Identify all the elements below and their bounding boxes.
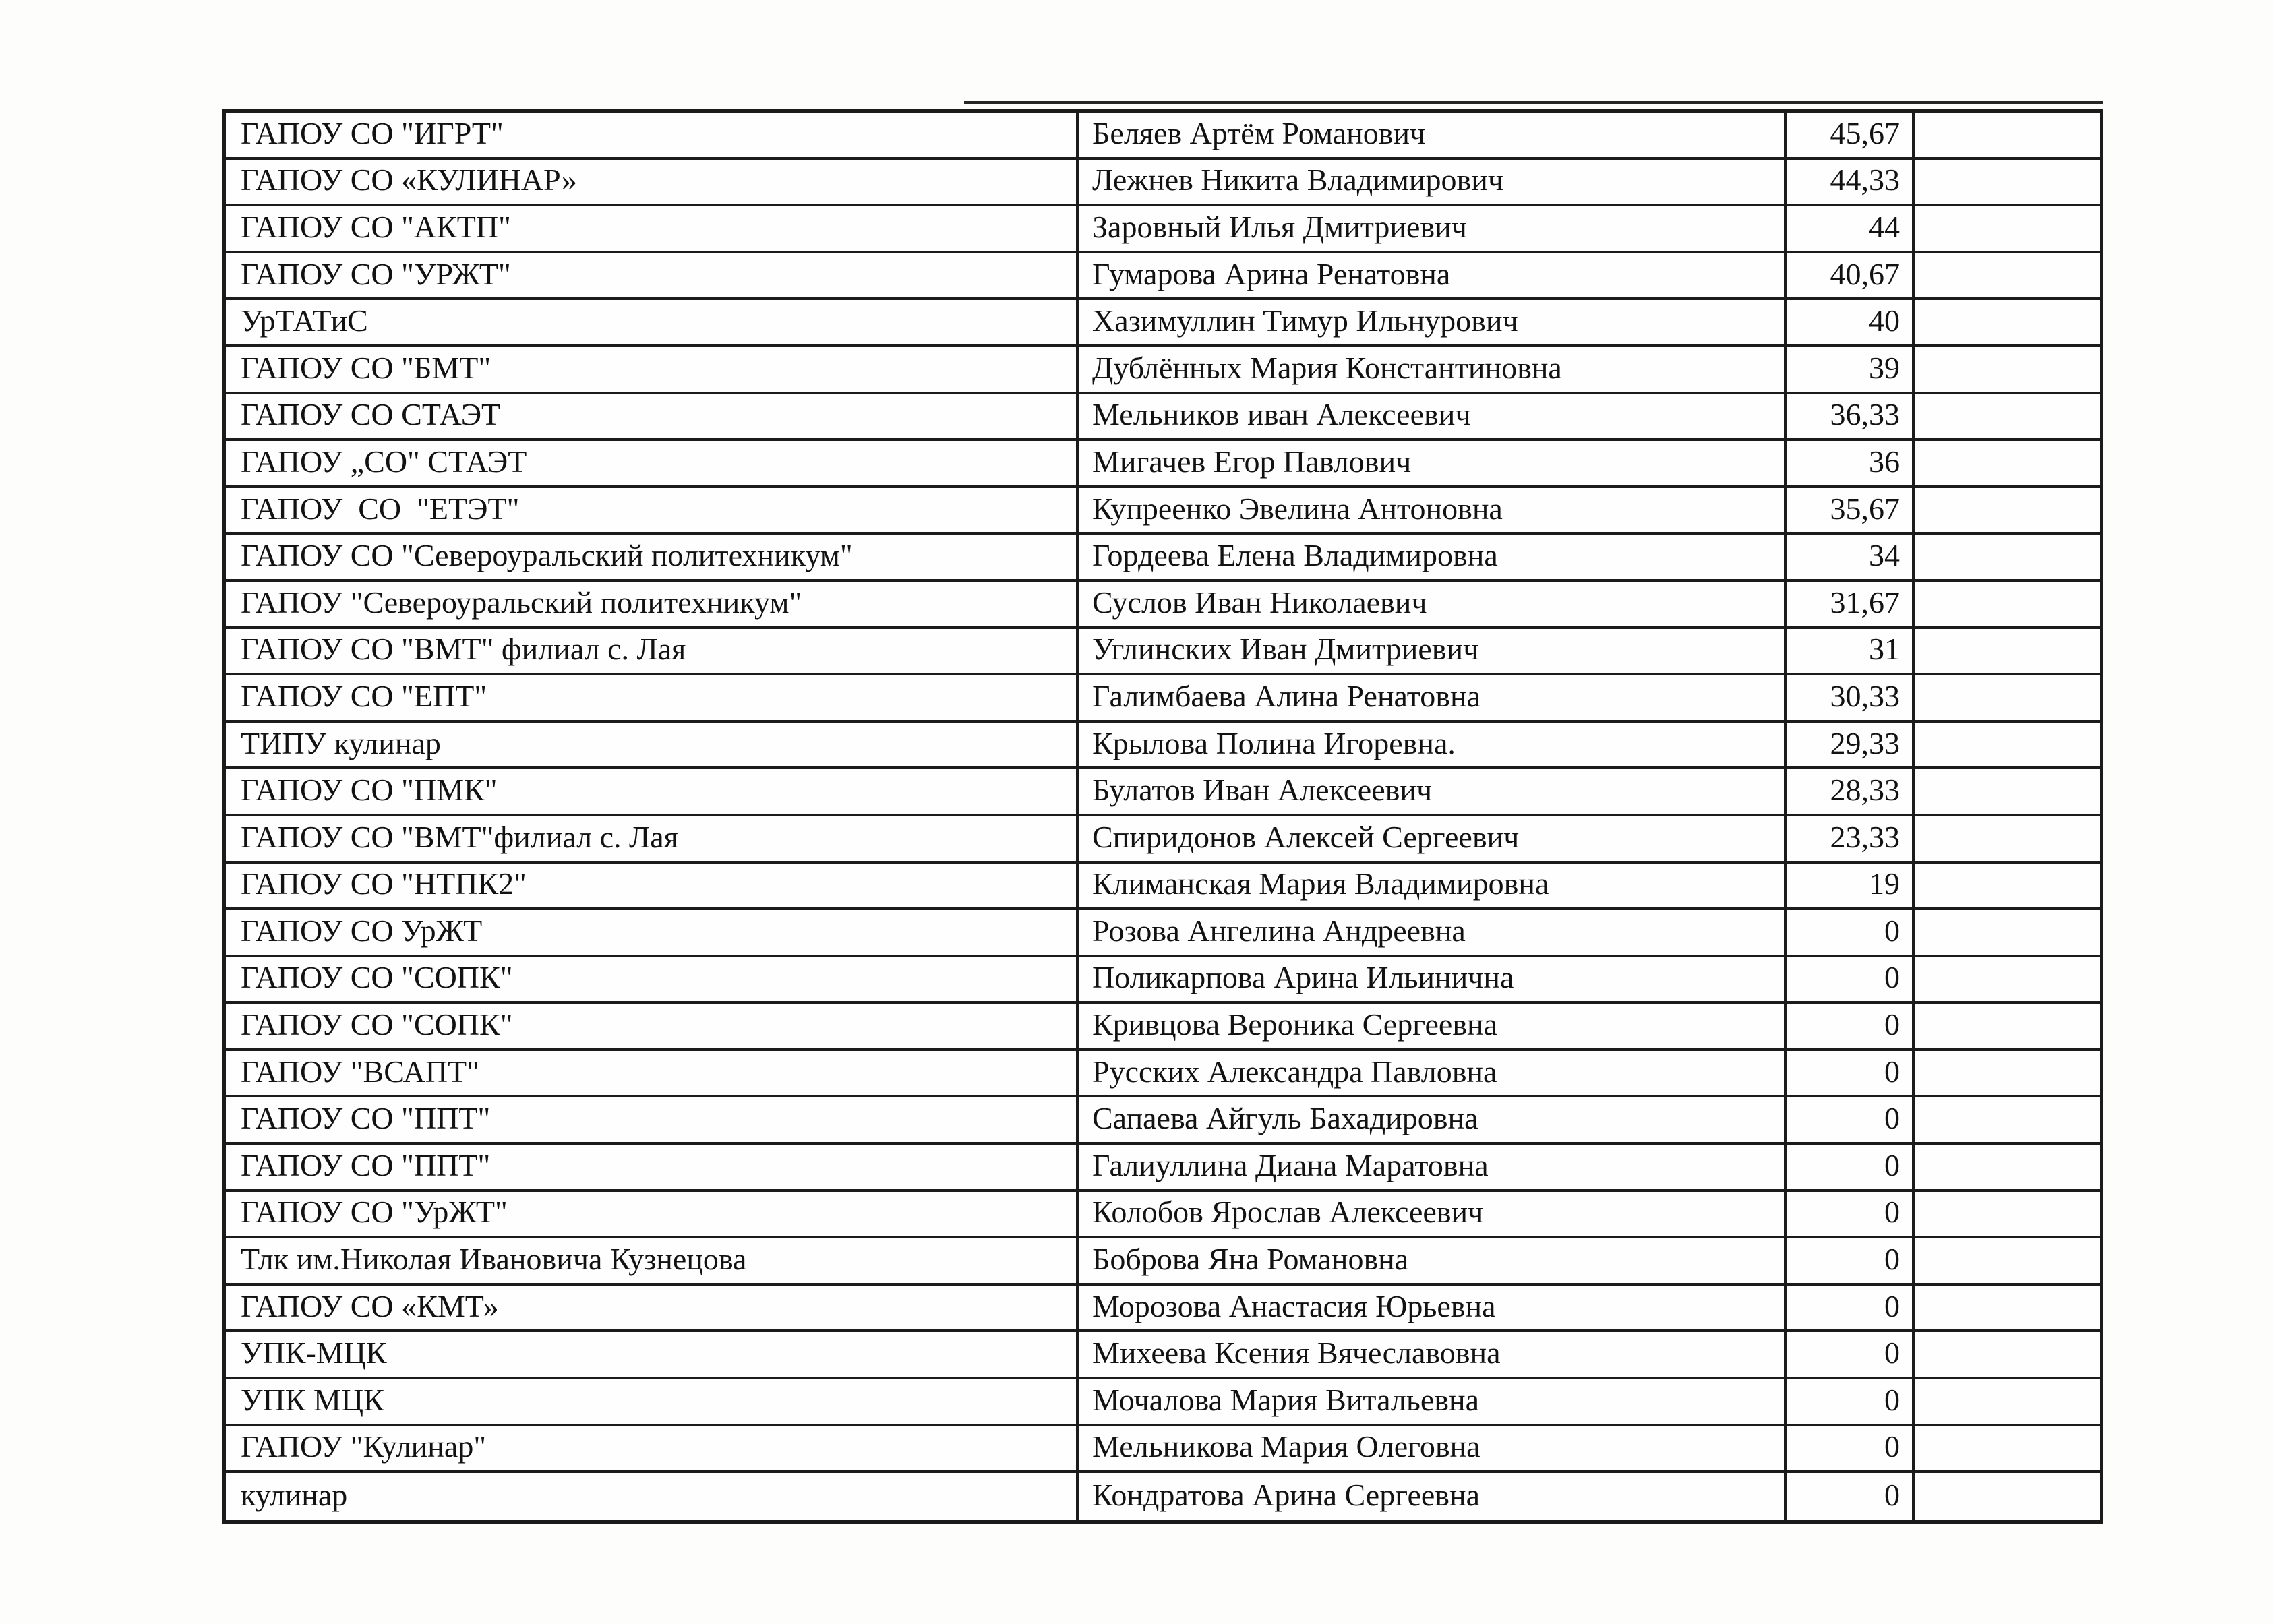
- score-cell: 0: [1787, 1379, 1915, 1424]
- institution-cell: УрТАТиС: [226, 300, 1079, 344]
- score-cell: 0: [1787, 1097, 1915, 1142]
- institution-cell: ГАПОУ "Североуральский политехникум": [226, 582, 1079, 626]
- score-cell: 34: [1787, 535, 1915, 579]
- table-row: [226, 113, 2100, 160]
- institution-cell: ГАПОУ СО "УРЖТ": [226, 253, 1079, 298]
- name-cell: Углинских Иван Дмитриевич: [1079, 629, 1787, 673]
- table-row: [226, 1192, 2100, 1239]
- name-cell: Гумарова Арина Ренатовна: [1079, 253, 1787, 298]
- institution-cell: ГАПОУ СО "ППТ": [226, 1097, 1079, 1142]
- name-cell: Заровный Илья Дмитриевич: [1079, 206, 1787, 251]
- institution-cell: ГАПОУ СО "ВМТ" филиал с. Лая: [226, 629, 1079, 673]
- empty-cell: [1915, 769, 2100, 814]
- table-row: [226, 864, 2100, 911]
- empty-cell: [1915, 1051, 2100, 1095]
- name-cell: Гордеева Елена Владимировна: [1079, 535, 1787, 579]
- institution-cell: ТИПУ кулинар: [226, 723, 1079, 767]
- name-cell: Кондратова Арина Сергеевна: [1079, 1473, 1787, 1520]
- name-cell: Галиуллина Диана Маратовна: [1079, 1145, 1787, 1189]
- name-cell: Крылова Полина Игоревна.: [1079, 723, 1787, 767]
- institution-cell: ГАПОУ "ВСАПТ": [226, 1051, 1079, 1095]
- empty-cell: [1915, 160, 2100, 204]
- institution-cell: ГАПОУ СО УрЖТ: [226, 910, 1079, 955]
- empty-cell: [1915, 535, 2100, 579]
- name-cell: Купреенко Эвелина Антоновна: [1079, 488, 1787, 533]
- score-cell: 44: [1787, 206, 1915, 251]
- score-cell: 0: [1787, 1332, 1915, 1377]
- table-row: [226, 723, 2100, 770]
- table-row: [226, 769, 2100, 816]
- table-row: [226, 488, 2100, 535]
- empty-cell: [1915, 347, 2100, 392]
- table-row: [226, 206, 2100, 253]
- empty-cell: [1915, 816, 2100, 861]
- table-row: [226, 1097, 2100, 1145]
- score-cell: 0: [1787, 910, 1915, 955]
- score-cell: 0: [1787, 1145, 1915, 1189]
- empty-cell: [1915, 1426, 2100, 1471]
- score-cell: 0: [1787, 1192, 1915, 1236]
- institution-cell: ГАПОУ СО «КМТ»: [226, 1286, 1079, 1330]
- table-row: [226, 582, 2100, 629]
- score-cell: 44,33: [1787, 160, 1915, 204]
- table-row: [226, 1051, 2100, 1098]
- name-cell: Лежнев Никита Владимирович: [1079, 160, 1787, 204]
- institution-cell: ГАПОУ СО "АКТП": [226, 206, 1079, 251]
- table-top-artifact-line: [964, 101, 2103, 104]
- name-cell: Поликарпова Арина Ильинична: [1079, 957, 1787, 1002]
- empty-cell: [1915, 582, 2100, 626]
- institution-cell: ГАПОУ СО "БМТ": [226, 347, 1079, 392]
- table-row: [226, 1379, 2100, 1426]
- empty-cell: [1915, 441, 2100, 485]
- score-cell: 40: [1787, 300, 1915, 344]
- name-cell: Кривцова Вероника Сергеевна: [1079, 1004, 1787, 1048]
- empty-cell: [1915, 957, 2100, 1002]
- institution-cell: УПК-МЦК: [226, 1332, 1079, 1377]
- name-cell: Колобов Ярослав Алексеевич: [1079, 1192, 1787, 1236]
- name-cell: Мельникова Мария Олеговна: [1079, 1426, 1787, 1471]
- score-cell: 31,67: [1787, 582, 1915, 626]
- institution-cell: кулинар: [226, 1473, 1079, 1520]
- table-row: [226, 160, 2100, 207]
- table-row: [226, 1145, 2100, 1192]
- empty-cell: [1915, 1145, 2100, 1189]
- table-row: [226, 394, 2100, 442]
- empty-cell: [1915, 488, 2100, 533]
- institution-cell: ГАПОУ СО "ПМК": [226, 769, 1079, 814]
- empty-cell: [1915, 1192, 2100, 1236]
- empty-cell: [1915, 113, 2100, 157]
- institution-cell: ГАПОУ СО "ЕПТ": [226, 675, 1079, 720]
- score-cell: 31: [1787, 629, 1915, 673]
- name-cell: Михеева Ксения Вячеславовна: [1079, 1332, 1787, 1377]
- institution-cell: ГАПОУ СО "СОПК": [226, 957, 1079, 1002]
- name-cell: Русских Александра Павловна: [1079, 1051, 1787, 1095]
- empty-cell: [1915, 300, 2100, 344]
- score-cell: 23,33: [1787, 816, 1915, 861]
- table-row: [226, 441, 2100, 488]
- score-cell: 0: [1787, 1473, 1915, 1520]
- name-cell: Суслов Иван Николаевич: [1079, 582, 1787, 626]
- name-cell: Мигачев Егор Павлович: [1079, 441, 1787, 485]
- score-cell: 0: [1787, 1426, 1915, 1471]
- name-cell: Булатов Иван Алексеевич: [1079, 769, 1787, 814]
- empty-cell: [1915, 1004, 2100, 1048]
- institution-cell: ГАПОУ СО "СОПК": [226, 1004, 1079, 1048]
- empty-cell: [1915, 629, 2100, 673]
- institution-cell: ГАПОУ СО «КУЛИНАР»: [226, 160, 1079, 204]
- table-row: [226, 300, 2100, 347]
- table-row: [226, 347, 2100, 394]
- score-cell: 28,33: [1787, 769, 1915, 814]
- results-table: [222, 109, 2103, 1524]
- institution-cell: ГАПОУ СО "НТПК2": [226, 864, 1079, 908]
- name-cell: Галимбаева Алина Ренатовна: [1079, 675, 1787, 720]
- institution-cell: ГАПОУ „СО" СТАЭТ: [226, 441, 1079, 485]
- table-row: [226, 957, 2100, 1004]
- institution-cell: ГАПОУ СО "ППТ": [226, 1145, 1079, 1189]
- name-cell: Дублённых Мария Константиновна: [1079, 347, 1787, 392]
- name-cell: Морозова Анастасия Юрьевна: [1079, 1286, 1787, 1330]
- score-cell: 19: [1787, 864, 1915, 908]
- institution-cell: ГАПОУ СО "Североуральский политехникум": [226, 535, 1079, 579]
- table-row: [226, 1473, 2100, 1520]
- empty-cell: [1915, 1473, 2100, 1520]
- empty-cell: [1915, 1286, 2100, 1330]
- empty-cell: [1915, 206, 2100, 251]
- score-cell: 30,33: [1787, 675, 1915, 720]
- name-cell: Мочалова Мария Витальевна: [1079, 1379, 1787, 1424]
- name-cell: Беляев Артём Романович: [1079, 113, 1787, 157]
- score-cell: 0: [1787, 957, 1915, 1002]
- table-row: [226, 535, 2100, 582]
- table-row: [226, 629, 2100, 676]
- institution-cell: ГАПОУ СО "УрЖТ": [226, 1192, 1079, 1236]
- empty-cell: [1915, 1332, 2100, 1377]
- empty-cell: [1915, 1238, 2100, 1283]
- institution-cell: ГАПОУ СО "ЕТЭТ": [226, 488, 1079, 533]
- table-row: [226, 816, 2100, 864]
- score-cell: 36: [1787, 441, 1915, 485]
- name-cell: Розова Ангелина Андреевна: [1079, 910, 1787, 955]
- institution-cell: УПК МЦК: [226, 1379, 1079, 1424]
- score-cell: 36,33: [1787, 394, 1915, 439]
- name-cell: Спиридонов Алексей Сергеевич: [1079, 816, 1787, 861]
- name-cell: Боброва Яна Романовна: [1079, 1238, 1787, 1283]
- score-cell: 29,33: [1787, 723, 1915, 767]
- empty-cell: [1915, 864, 2100, 908]
- empty-cell: [1915, 1379, 2100, 1424]
- table-row: [226, 910, 2100, 957]
- empty-cell: [1915, 394, 2100, 439]
- institution-cell: ГАПОУ СО "ИГРТ": [226, 113, 1079, 157]
- name-cell: Мельников иван Алексеевич: [1079, 394, 1787, 439]
- empty-cell: [1915, 723, 2100, 767]
- score-cell: 39: [1787, 347, 1915, 392]
- score-cell: 0: [1787, 1051, 1915, 1095]
- score-cell: 0: [1787, 1238, 1915, 1283]
- score-cell: 35,67: [1787, 488, 1915, 533]
- empty-cell: [1915, 910, 2100, 955]
- table-row: [226, 1286, 2100, 1333]
- institution-cell: Тлк им.Николая Ивановича Кузнецова: [226, 1238, 1079, 1283]
- score-cell: 40,67: [1787, 253, 1915, 298]
- score-cell: 0: [1787, 1004, 1915, 1048]
- name-cell: Сапаева Айгуль Бахадировна: [1079, 1097, 1787, 1142]
- score-cell: 0: [1787, 1286, 1915, 1330]
- name-cell: Климанская Мария Владимировна: [1079, 864, 1787, 908]
- name-cell: Хазимуллин Тимур Ильнурович: [1079, 300, 1787, 344]
- score-cell: 45,67: [1787, 113, 1915, 157]
- table-row: [226, 1426, 2100, 1474]
- table-row: [226, 253, 2100, 301]
- table-row: [226, 1238, 2100, 1286]
- table-row: [226, 675, 2100, 723]
- empty-cell: [1915, 253, 2100, 298]
- table-row: [226, 1004, 2100, 1051]
- institution-cell: ГАПОУ "Кулинар": [226, 1426, 1079, 1471]
- institution-cell: ГАПОУ СО "ВМТ"филиал с. Лая: [226, 816, 1079, 861]
- table-row: [226, 1332, 2100, 1379]
- empty-cell: [1915, 675, 2100, 720]
- institution-cell: ГАПОУ СО СТАЭТ: [226, 394, 1079, 439]
- empty-cell: [1915, 1097, 2100, 1142]
